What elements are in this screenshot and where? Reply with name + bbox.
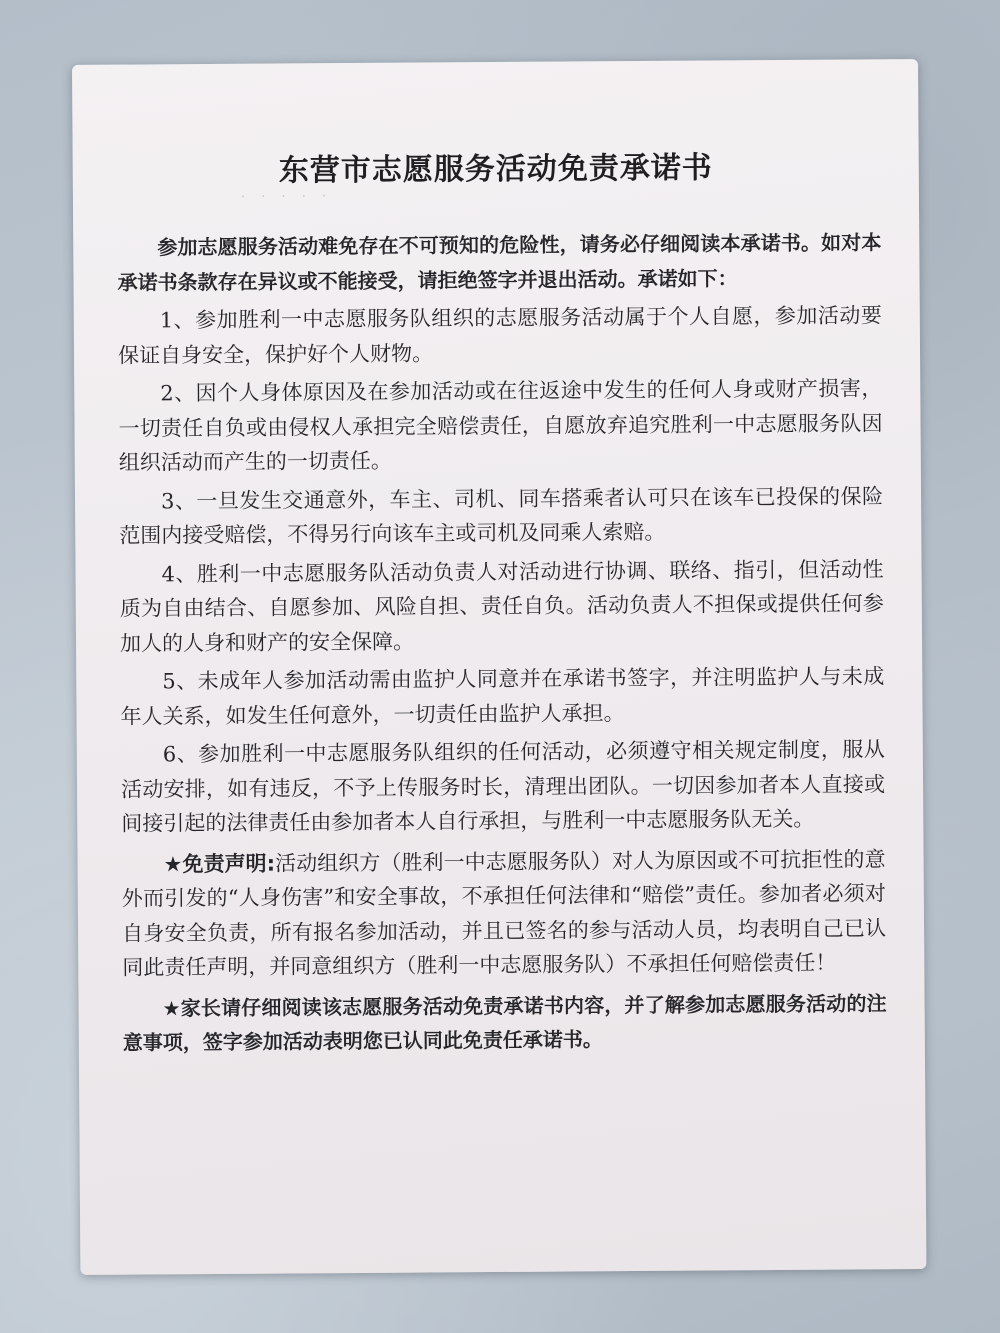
- paper-sheet: [72, 59, 926, 1275]
- clause-3: 3、一旦发生交通意外，车主、司机、同车搭乘者认可只在该车已投保的保险范围内接受赔偿，不得另行向该车主或司机及同乘人索赔。: [119, 483, 884, 548]
- disclaimer-paragraph: [121, 842, 886, 985]
- disclaimer-lead: ★免责声明:: [163, 851, 276, 876]
- clause-6: 6、参加胜利一中志愿服务队组织的任何活动，必须遵守相关规定制度，服从活动安排，如有违反，不予上传服务时长，清理出团队。一切因参加者本人直接或间接引起的法律责任由参加者本人自行承担，与胜利一中志愿服务队无关。: [120, 737, 886, 836]
- document-title: 东营市志愿服务活动免责承诺书: [278, 150, 713, 189]
- intro-paragraph: 参加志愿服务活动难免存在不可预知的危险性，请务必仔细阅读本承诺书。如对本承诺书条款存在异议或不能接受，请拒绝签字并退出活动。承诺如下：: [117, 230, 882, 295]
- disclaimer-text: 活动组织方（胜利一中志愿服务队）对人为原因或不可抗拒性的意外而引发的“人身伤害”和安全事故，不承担任何法律和“赔偿”责任。参加者必须对自身安全负责，所有报名参加活动，并且已签名的参与活动人员，均表明自己已认同此责任声明，并同意组织方（胜利一中志愿服务队）不承担任何赔偿责任！: [121, 846, 887, 980]
- clause-5: 5、未成年人参加活动需由监护人同意并在承诺书签字，并注明监护人与未成年人关系，如发生任何意外，一切责任由监护人承担。: [120, 664, 885, 729]
- faint-marks: · · · · ·: [240, 189, 333, 205]
- document-body: [117, 225, 887, 1060]
- clause-4: 4、胜利一中志愿服务队活动负责人对活动进行协调、联络、指引，但活动性质为自由结合、自愿参加、风险自担、责任自负。活动负责人不担保或提供任何参加人的人身和财产的安全保障。: [119, 556, 884, 656]
- closing-paragraph: ★家长请仔细阅读该志愿服务活动免责承诺书内容，并了解参加志愿服务活动的注意事项，签字参加活动表明您已认同此免责任承诺书。: [122, 990, 887, 1055]
- clause-1: 1、参加胜利一中志愿服务队组织的志愿服务活动属于个人自愿，参加活动要保证自身安全，保护好个人财物。: [117, 303, 882, 368]
- clause-2: 2、因个人身体原因及在参加活动或在往返途中发生的任何人身或财产损害，一切责任自负或由侵权人承担完全赔偿责任，自愿放弃追究胜利一中志愿服务队因组织活动而产生的一切责任。: [118, 376, 883, 475]
